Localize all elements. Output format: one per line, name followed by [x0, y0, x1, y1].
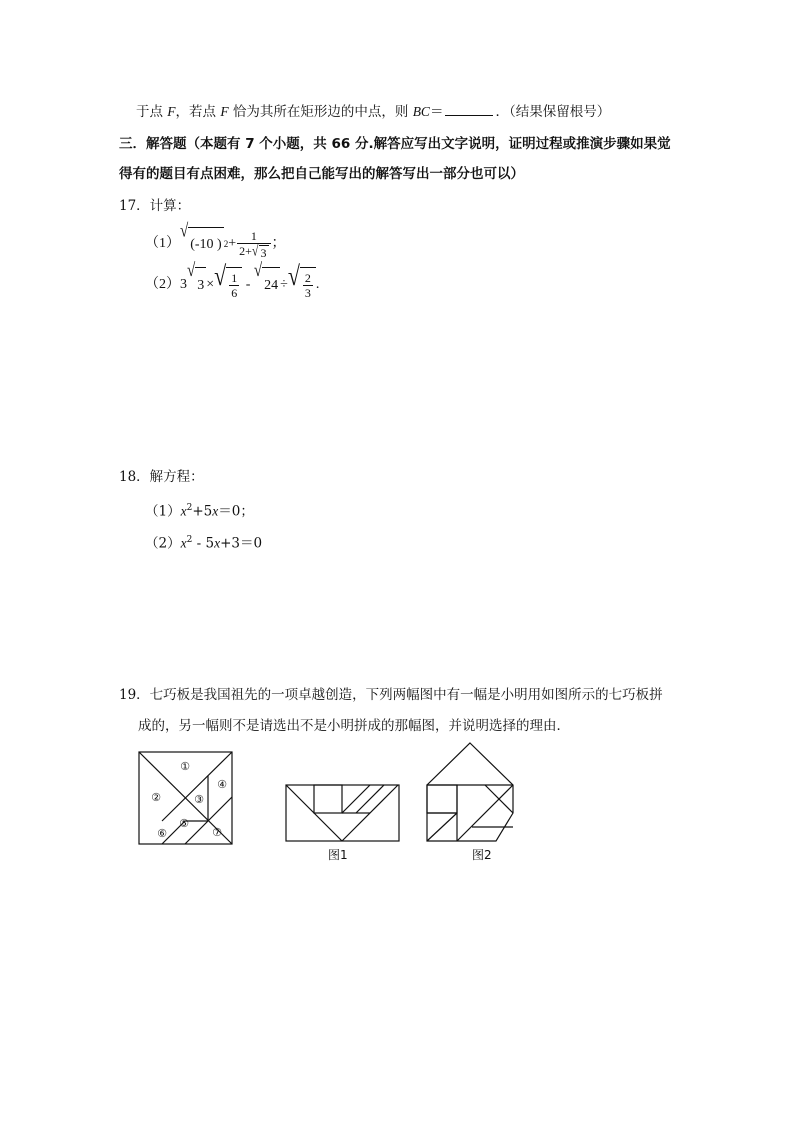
- q17-part2: （2） 3 √ 3 × √ $\frac{1}{6}$ - √ 24 ÷ √ $\frac{2}{3}$ .: [145, 266, 319, 304]
- figure-2-caption: 图2: [472, 848, 492, 862]
- figure-1-caption: 图1: [328, 848, 348, 862]
- section-heading: 三．解答题（本题有 7 个小题，共 66 分.解答应写出文字说明，证明过程或推演步骤如果觉: [119, 136, 671, 152]
- piece-label: ①: [180, 760, 190, 773]
- q18-title: 18．解方程：: [119, 469, 204, 485]
- continuation-mid2: 恰为其所在矩形边的中点，则: [228, 104, 413, 120]
- piece-label: ⑤: [179, 817, 189, 830]
- part-label: （1）: [145, 236, 180, 251]
- q19-text-line1: 19．七巧板是我国祖先的一项卓越创造，下列两幅图中有一幅是小明用如图所示的七巧板拼: [119, 687, 663, 703]
- segment-bc: BC: [412, 104, 430, 119]
- point-f: F: [167, 104, 176, 119]
- piece-label: ⑦: [212, 826, 222, 839]
- equals-sign: ＝: [429, 104, 444, 120]
- tangram-figure-1: [285, 784, 401, 842]
- tangram-square-figure: [138, 751, 234, 845]
- continuation-mid1: ，若点: [175, 104, 221, 120]
- q18-part2: $(2)x^2 - 5x+3=0$: [145, 535, 263, 552]
- continuation-suffix: ．（结果保留根号）: [495, 104, 611, 120]
- part-label: （2）: [145, 277, 180, 292]
- continuation-line: [136, 102, 610, 122]
- tangram-figure-2: [426, 742, 516, 842]
- piece-label: ②: [151, 791, 161, 804]
- fraction: 1 2+ √ 3: [237, 229, 270, 260]
- piece-label: ③: [194, 793, 204, 806]
- continuation-prefix: 于点: [136, 104, 168, 120]
- point-f: F: [220, 104, 229, 119]
- q18-part1: $(1)x^2+5x=0$；: [145, 503, 254, 520]
- piece-label: ⑥: [157, 827, 167, 840]
- section-heading-cont: 得有的题目有点困难，那么把自己能写出的解答写出一部分也可以）: [119, 166, 524, 182]
- q17-title: 17．计算：: [119, 198, 191, 214]
- q17-part1: （1） √ (-10 ) 2 + 1 2+ √ 3 ；: [145, 220, 286, 260]
- answer-blank[interactable]: [445, 103, 493, 116]
- sqrt-expression: √ (-10 ): [180, 227, 224, 262]
- q19-text-line2: 成的，另一幅则不是请选出不是小明拼成的那幅图，并说明选择的理由．: [138, 718, 570, 734]
- piece-label: ④: [217, 778, 227, 791]
